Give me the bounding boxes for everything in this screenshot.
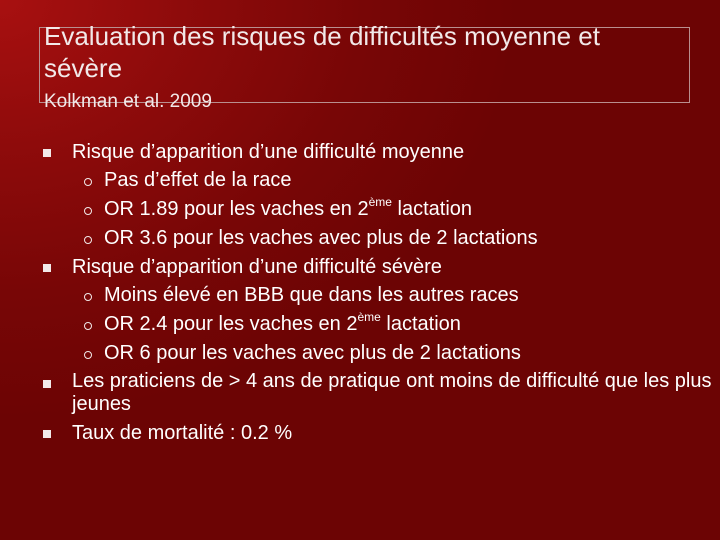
ring-bullet-icon — [84, 207, 92, 215]
sub-bullet-text — [104, 195, 473, 220]
slide-title: Evaluation des risques de difficultés moyenne et sévère — [44, 21, 600, 83]
sub-bullet-item — [0, 166, 720, 195]
sub-bullet-text: Moins élevé en BBB que dans les autres races — [104, 284, 519, 306]
ring-bullet-icon — [84, 178, 92, 186]
text-part: lactation — [380, 313, 461, 335]
sub-bullet-text: Pas d’effet de la race — [104, 169, 292, 191]
sub-bullet-text: OR 6 pour les vaches avec plus de 2 lactations — [104, 342, 521, 364]
slide-subtitle: Kolkman et al. 2009 — [44, 91, 212, 112]
sub-bullet-text: OR 3.6 pour les vaches avec plus de 2 lactations — [104, 227, 538, 249]
superscript: ème — [368, 195, 392, 209]
square-bullet-icon — [43, 380, 51, 388]
text-part: OR 2.4 pour les vaches en 2 — [104, 313, 358, 335]
bullet-text: Risque d’apparition d’une difficulté sévère — [72, 256, 442, 278]
superscript: ème — [357, 310, 381, 324]
bullet-item-4 — [0, 419, 720, 447]
sub-bullet-item — [0, 224, 720, 253]
ring-bullet-icon — [84, 322, 92, 330]
square-bullet-icon — [43, 430, 51, 438]
bullet-text: Risque d’apparition d’une difficulté moyenne — [72, 141, 465, 163]
sub-bullet-text — [104, 310, 461, 335]
text-part: OR 1.89 pour les vaches en 2 — [104, 198, 369, 220]
sub-bullet-item — [0, 310, 720, 339]
bullet-text: Les praticiens de > 4 ans de pratique ont moins de difficulté que les plus jeunes — [72, 370, 712, 415]
ring-bullet-icon — [84, 351, 92, 359]
bullet-item-2 — [0, 253, 720, 281]
sub-bullet-item — [0, 281, 720, 310]
ring-bullet-icon — [84, 293, 92, 301]
sub-bullet-item — [0, 195, 720, 224]
ring-bullet-icon — [84, 236, 92, 244]
bullet-text: Taux de mortalité : 0.2 % — [72, 422, 293, 444]
bullet-item-1 — [0, 138, 720, 166]
sub-bullet-item — [0, 339, 720, 368]
bullet-item-3 — [0, 368, 720, 419]
text-part: lactation — [391, 198, 473, 220]
square-bullet-icon — [43, 149, 51, 157]
bullet-list — [0, 138, 720, 447]
square-bullet-icon — [43, 264, 51, 272]
